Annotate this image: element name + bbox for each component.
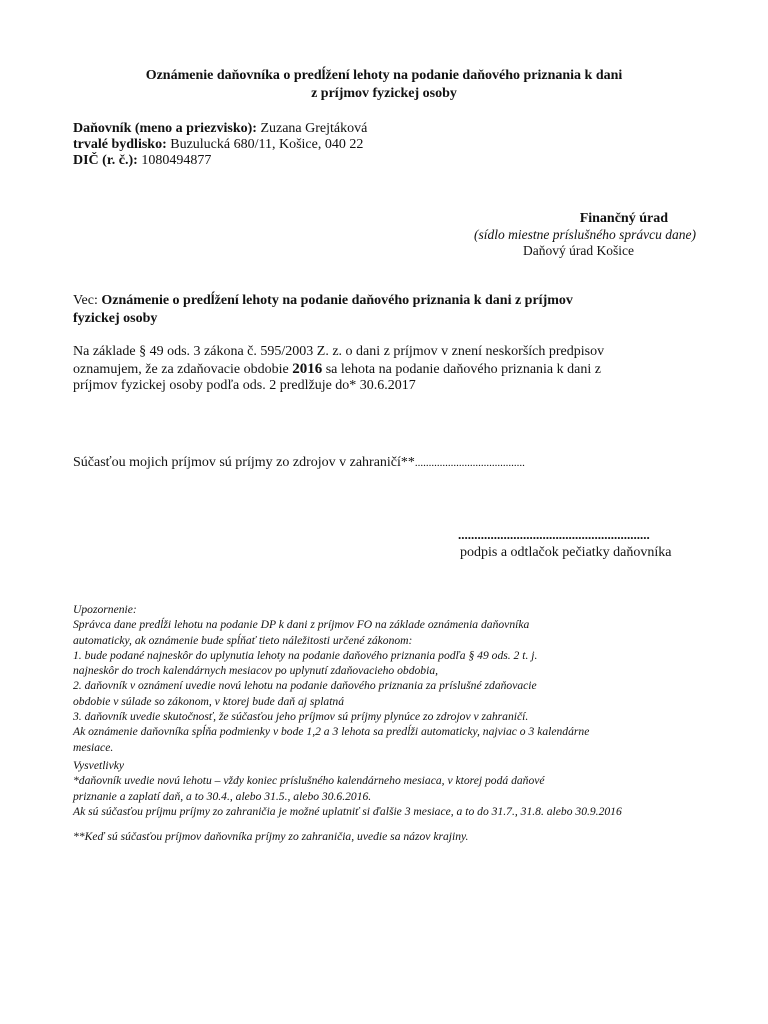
signature-label: podpis a odtlačok pečiatky daňovníka — [460, 545, 672, 560]
taxpayer-dic-label: DIČ (r. č.): — [73, 153, 138, 168]
notice-line: 1. bude podané najneskôr do uplynutia lehoty na podanie daňového priznania podľa § 49 ods. 2 t. j. — [73, 648, 538, 662]
office-subtitle: (sídlo miestne príslušného správcu dane) — [474, 227, 696, 242]
notice-line: Ak oznámenie daňovníka spĺňa podmienky v bode 1,2 a 3 lehota sa predĺži automaticky, najviac o 3 kalendárne — [73, 725, 590, 739]
notice-line: automaticky, ak oznámenie bude spĺňať tieto náležitosti určené zákonom: — [73, 633, 413, 647]
taxpayer-address-label: trvalé bydlisko: — [73, 137, 167, 152]
subject-line1 — [73, 293, 573, 309]
body-line3: príjmov fyzickej osoby podľa ods. 2 predlžuje do* 30.6.2017 — [73, 378, 416, 393]
subject-prefix: Vec: — [73, 293, 102, 308]
subject-text: Oznámenie o predĺžení lehoty na podanie daňového priznania k dani z príjmov — [101, 293, 573, 308]
taxpayer-name-label: Daňovník (meno a priezvisko): — [73, 121, 257, 136]
explanations-block — [73, 758, 622, 844]
subject-line2: fyzickej osoby — [73, 311, 158, 326]
foreign-income-row — [73, 455, 525, 471]
taxpayer-dic-row — [73, 153, 211, 169]
document-title-line1: Oznámenie daňovníka o predĺžení lehoty na podanie daňového priznania k dani — [145, 68, 623, 83]
explanation-spacer — [73, 819, 622, 829]
notice-block — [73, 602, 589, 755]
notice-line: Správca dane predĺži lehotu na podanie DP k dani z príjmov FO na základe oznámenia daňovníka — [73, 618, 530, 632]
notice-line: obdobie v súlade so zákonom, v ktorej bude daň aj splatná — [73, 694, 345, 708]
notice-line: 2. daňovník v oznámení uvedie novú lehotu na podanie daňového priznania za príslušné zdaňovacie — [73, 679, 537, 693]
office-name: Daňový úrad Košice — [523, 243, 634, 258]
explanation-line: *daňovník uvedie novú lehotu – vždy koniec príslušného kalendárneho mesiaca, v ktorej podá daňové — [73, 774, 545, 788]
body-line2-start: oznamujem, že za zdaňovacie obdobie — [73, 362, 293, 377]
foreign-income-fill-line: ........................................ — [414, 457, 525, 469]
office-title: Finančný úrad — [579, 211, 668, 226]
body-line2-end: sa lehota na podanie daňového priznania k dani z — [322, 362, 601, 377]
notice-heading: Upozornenie: — [73, 603, 137, 616]
office-block — [440, 211, 696, 259]
taxpayer-name-row — [73, 121, 367, 137]
explanations-heading: Vysvetlivky — [73, 759, 125, 772]
foreign-income-text: Súčasťou mojich príjmov sú príjmy zo zdrojov v zahraničí** — [73, 455, 415, 470]
notice-line: najneskôr do troch kalendárnych mesiacov po uplynutí zdaňovacieho obdobia, — [73, 664, 439, 678]
explanation-footnote: **Keď sú súčasťou príjmov daňovníka príjmy zo zahraničia, uvedie sa názov krajiny. — [73, 830, 469, 844]
taxpayer-address-value: Buzulucká 680/11, Košice, 040 22 — [166, 137, 364, 152]
body-line1: Na základe § 49 ods. 3 zákona č. 595/2003 Z. z. o dani z príjmov v znení neskorších predpisov — [73, 344, 605, 359]
taxpayer-name-value: Zuzana Grejtáková — [256, 121, 368, 136]
explanation-line: Ak sú súčasťou príjmu príjmy zo zahraničia je možné uplatniť si ďalšie 3 mesiace, a to do 31.7., 31.8. alebo 30.9.2016 — [73, 804, 622, 818]
notice-line: mesiace. — [73, 740, 114, 754]
body-line2 — [73, 361, 601, 378]
explanation-line: priznanie a zaplatí daň, a to 30.4., alebo 31.5., alebo 30.6.2016. — [73, 789, 372, 803]
tax-period-year: 2016 — [292, 361, 323, 377]
document-title-line2: z príjmov fyzickej osoby — [311, 86, 457, 101]
signature-line: ........................................................... — [458, 527, 650, 542]
taxpayer-address-row — [73, 137, 363, 153]
notice-line: 3. daňovník uvedie skutočnosť, že súčasťou jeho príjmov sú príjmy plynúce zo zdrojov v zahraničí. — [73, 710, 529, 724]
taxpayer-dic-value: 1080494877 — [137, 153, 212, 168]
